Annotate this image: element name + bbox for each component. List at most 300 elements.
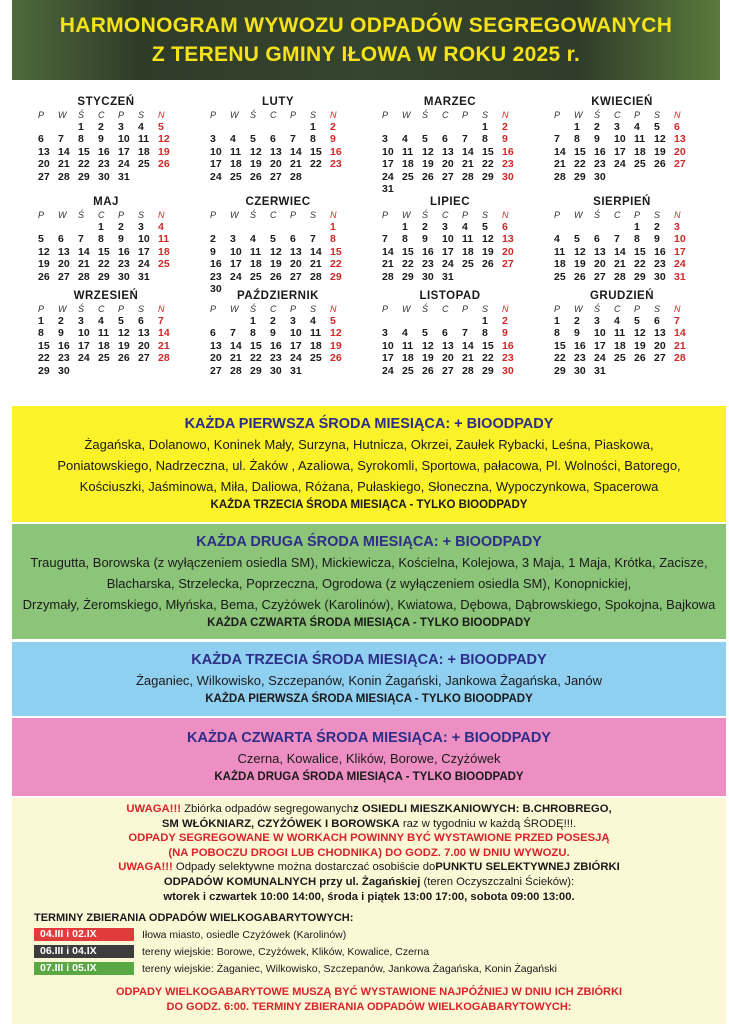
day-cell: 27 <box>442 170 454 183</box>
month-grid <box>554 109 706 183</box>
day-cell: 2 <box>330 121 336 133</box>
day-cell: 15 <box>38 339 50 352</box>
month-12 <box>546 290 706 377</box>
day-cell: 29 <box>574 170 586 183</box>
day-cell: 2 <box>58 315 64 327</box>
day-cell: 25 <box>250 270 262 283</box>
day-cell: 1 <box>402 221 408 233</box>
month-grid <box>210 109 362 183</box>
day-cell: 11 <box>402 145 414 158</box>
day-cell: 18 <box>554 258 566 271</box>
day-header: W <box>574 110 583 120</box>
day-cell: 7 <box>290 133 296 146</box>
final-notice-line-2: DO GODZ. 6:00. TERMINY ZBIERANIA ODPADÓW WIELKOGABARYTOWYCH: <box>166 1000 572 1013</box>
day-header: S <box>482 304 489 314</box>
day-cell: 26 <box>38 270 50 283</box>
day-cell: 7 <box>554 133 560 146</box>
month-name: LISTOPAD <box>419 290 481 302</box>
day-header: N <box>674 210 681 220</box>
day-cell: 18 <box>250 258 262 271</box>
day-cell: 13 <box>290 245 302 258</box>
title-line-1: HARMONOGRAM WYWOZU ODPADÓW SEGREGOWANYCH <box>59 14 673 37</box>
day-cell: 21 <box>58 158 70 171</box>
empty-cell <box>382 221 402 233</box>
day-cell: 21 <box>230 352 242 365</box>
day-header: N <box>330 304 337 314</box>
day-cell: 4 <box>158 221 164 233</box>
day-header: W <box>402 110 411 120</box>
day-cell: 28 <box>462 170 474 183</box>
day-cell: 13 <box>502 233 514 246</box>
day-cell: 10 <box>78 327 90 340</box>
day-cell: 14 <box>382 245 394 258</box>
day-cell: 14 <box>554 145 566 158</box>
day-cell: 24 <box>290 352 302 365</box>
day-cell: 1 <box>330 221 336 233</box>
day-cell: 21 <box>462 352 474 365</box>
day-cell: 18 <box>98 339 110 352</box>
day-cell: 1 <box>78 121 84 133</box>
street-list-line: Traugutta, Borowska (z wyłączeniem osiedla SM), Mickiewicza, Kościelna, Kolejowa, 3 Maja, 1 Maja, Krótka, Zacisze, <box>30 555 708 570</box>
uwaga-pszok <box>12 860 726 904</box>
day-cell: 12 <box>482 233 494 246</box>
schedule-band-fourth-wednesday <box>12 718 726 796</box>
day-cell: 15 <box>98 245 110 258</box>
empty-cell <box>462 121 482 133</box>
band-footer: KAŻDA TRZECIA ŚRODA MIESIĄCA - TYLKO BIOODPADY <box>210 499 528 511</box>
empty-cell <box>270 221 290 233</box>
red-notice <box>12 831 726 860</box>
month-grid <box>382 109 534 195</box>
opening-hours: wtorek i czwartek 10:00 14:00, środa i piątek 13:00 17:00, sobota 09:00 13:00. <box>163 890 575 903</box>
band-heading: KAŻDA TRZECIA ŚRODA MIESIĄCA: + BIOODPADY <box>191 652 547 668</box>
day-cell: 14 <box>614 245 626 258</box>
day-header: W <box>230 210 239 220</box>
month-grid <box>210 209 362 295</box>
day-cell: 7 <box>382 233 388 246</box>
day-cell: 3 <box>118 121 124 133</box>
day-cell: 25 <box>554 270 566 283</box>
day-cell: 6 <box>442 327 448 340</box>
day-header: S <box>654 304 661 314</box>
day-cell: 22 <box>482 158 494 171</box>
day-cell: 18 <box>230 158 242 171</box>
band-footer: KAŻDA CZWARTA ŚRODA MIESIĄCA - TYLKO BIOODPADY <box>207 617 531 629</box>
day-header: P <box>634 210 641 220</box>
empty-cell <box>554 121 574 133</box>
day-header: C <box>614 110 621 120</box>
day-cell: 10 <box>442 233 454 246</box>
day-cell: 22 <box>98 258 110 271</box>
day-cell: 5 <box>574 233 580 246</box>
month-name: WRZESIEŃ <box>73 290 139 302</box>
day-cell: 3 <box>382 133 388 146</box>
day-cell: 3 <box>78 315 84 327</box>
day-cell: 26 <box>654 158 666 171</box>
day-cell: 11 <box>158 233 170 246</box>
day-cell: 7 <box>614 233 620 246</box>
day-header: N <box>674 110 681 120</box>
day-cell: 16 <box>118 245 130 258</box>
day-cell: 29 <box>250 364 262 377</box>
schedule-band-first-wednesday <box>12 406 726 522</box>
day-cell: 24 <box>382 170 394 183</box>
day-cell: 15 <box>310 145 322 158</box>
day-cell: 22 <box>554 352 566 365</box>
day-cell: 14 <box>158 327 170 340</box>
uwaga2-bold: PUNKTU SELEKTYWNEJ ZBIÓRKI <box>435 861 620 874</box>
day-cell: 8 <box>250 327 256 340</box>
final-notice-line-1: ODPADY WIELKOGABARYTOWE MUSZĄ BYĆ WYSTAWIONE NAJPÓŹNIEJ W DNIU ICH ZBIÓRKI <box>115 986 622 999</box>
day-cell: 16 <box>594 145 606 158</box>
day-cell: 18 <box>614 339 626 352</box>
uwaga2-text: Odpady selektywne można dostarczać osobiście do <box>172 861 436 874</box>
day-cell: 5 <box>330 315 336 327</box>
calendar-2025 <box>30 96 706 396</box>
day-cell: 3 <box>594 315 600 327</box>
header-banner <box>12 0 720 80</box>
day-cell: 15 <box>482 339 494 352</box>
empty-cell <box>422 121 442 133</box>
day-cell: 19 <box>270 258 282 271</box>
day-cell: 28 <box>382 270 394 283</box>
day-cell: 17 <box>674 245 686 258</box>
day-cell: 22 <box>310 158 322 171</box>
day-cell: 14 <box>78 245 90 258</box>
day-cell: 11 <box>554 245 566 258</box>
day-cell: 2 <box>502 121 508 133</box>
term-dates: 07.III i 05.IX <box>34 962 134 975</box>
term-area: tereny wiejskie: Borowe, Czyżówek, Klików, Kowalice, Czerna <box>142 945 430 958</box>
day-cell: 13 <box>270 145 282 158</box>
day-cell: 20 <box>442 158 454 171</box>
day-cell: 4 <box>614 315 620 327</box>
day-cell: 6 <box>270 133 276 146</box>
day-cell: 27 <box>270 170 282 183</box>
empty-cell <box>78 221 98 233</box>
day-cell: 3 <box>614 121 620 133</box>
day-cell: 14 <box>674 327 686 340</box>
term-row <box>34 943 726 960</box>
day-cell: 24 <box>382 364 394 377</box>
day-cell: 24 <box>78 352 90 365</box>
day-cell: 20 <box>290 258 302 271</box>
day-cell: 5 <box>634 315 640 327</box>
day-cell: 29 <box>634 270 646 283</box>
month-5 <box>30 196 190 283</box>
day-header: S <box>482 110 489 120</box>
street-list-line: Poniatowskiego, Nadrzeczna, ul. Żaków , Azaliowa, Syrokomli, Sportowa, pałacowa, Pl. Wolności, Batorego, <box>57 458 681 473</box>
day-header: P <box>462 210 469 220</box>
day-cell: 13 <box>38 145 50 158</box>
day-cell: 20 <box>138 339 150 352</box>
day-cell: 5 <box>422 327 428 340</box>
day-cell: 3 <box>674 221 680 233</box>
day-cell: 25 <box>98 352 110 365</box>
term-area: Iłowa miasto, osiedle Czyżówek (Karolinów) <box>142 928 347 941</box>
empty-cell <box>554 221 574 233</box>
day-cell: 4 <box>554 233 560 246</box>
day-cell: 27 <box>502 258 514 271</box>
day-cell: 7 <box>58 133 64 146</box>
day-cell: 14 <box>290 145 302 158</box>
day-cell: 11 <box>250 245 262 258</box>
day-cell: 1 <box>554 315 560 327</box>
day-cell: 25 <box>138 158 150 171</box>
day-header: P <box>118 110 125 120</box>
day-cell: 18 <box>310 339 322 352</box>
term-area: tereny wiejskie: Żaganiec, Wilkowisko, Szczepanów, Jankowa Żagańska, Konin Żagański <box>142 962 557 975</box>
day-header: N <box>158 304 165 314</box>
day-cell: 4 <box>138 121 144 133</box>
day-cell: 21 <box>290 158 302 171</box>
day-header: N <box>502 304 509 314</box>
day-cell: 23 <box>422 258 434 271</box>
day-cell: 6 <box>654 315 660 327</box>
month-name: KWIECIEŃ <box>591 96 653 108</box>
day-cell: 9 <box>330 133 336 146</box>
day-header: S <box>310 110 317 120</box>
day-cell: 28 <box>78 270 90 283</box>
day-cell: 18 <box>402 352 414 365</box>
day-cell: 5 <box>118 315 124 327</box>
day-cell: 18 <box>138 145 150 158</box>
month-grid <box>38 109 190 183</box>
day-header: P <box>554 110 561 120</box>
day-cell: 9 <box>654 233 660 246</box>
day-cell: 6 <box>38 133 44 146</box>
day-cell: 21 <box>462 158 474 171</box>
day-cell: 21 <box>158 339 170 352</box>
day-cell: 19 <box>250 158 262 171</box>
day-cell: 31 <box>382 182 394 195</box>
day-cell: 3 <box>442 221 448 233</box>
day-cell: 28 <box>310 270 322 283</box>
day-header: Ś <box>78 210 85 220</box>
day-cell: 5 <box>270 233 276 246</box>
day-cell: 22 <box>330 258 342 271</box>
day-cell: 23 <box>654 258 666 271</box>
day-cell: 23 <box>58 352 70 365</box>
day-cell: 10 <box>290 327 302 340</box>
day-cell: 24 <box>674 258 686 271</box>
day-header: S <box>310 210 317 220</box>
band-footer: KAŻDA PIERWSZA ŚRODA MIESIĄCA - TYLKO BIOODPADY <box>205 693 533 705</box>
day-cell: 17 <box>382 352 394 365</box>
day-cell: 30 <box>422 270 434 283</box>
day-header: Ś <box>250 210 257 220</box>
empty-cell <box>290 221 310 233</box>
day-cell: 4 <box>634 121 640 133</box>
day-cell: 17 <box>118 145 130 158</box>
uwaga-bold: z OSIEDLI MIESZKANIOWYCH: B.CHROBREGO, <box>353 803 612 815</box>
day-cell: 6 <box>138 315 144 327</box>
month-name: PAŹDZIERNIK <box>237 290 319 302</box>
day-cell: 29 <box>330 270 342 283</box>
day-header: S <box>654 110 661 120</box>
day-header: W <box>574 210 583 220</box>
day-header: C <box>98 210 105 220</box>
day-cell: 9 <box>98 133 104 146</box>
day-cell: 10 <box>594 327 606 340</box>
day-cell: 27 <box>594 270 606 283</box>
day-cell: 6 <box>442 133 448 146</box>
day-cell: 16 <box>330 145 342 158</box>
day-cell: 19 <box>38 258 50 271</box>
day-header: P <box>382 304 389 314</box>
month-name: GRUDZIEŃ <box>589 290 655 302</box>
day-cell: 6 <box>58 233 64 246</box>
day-cell: 26 <box>574 270 586 283</box>
day-cell: 13 <box>442 339 454 352</box>
day-header: N <box>674 304 681 314</box>
day-cell: 3 <box>138 221 144 233</box>
day-cell: 21 <box>554 158 566 171</box>
month-3 <box>374 96 534 195</box>
day-cell: 30 <box>574 364 586 377</box>
day-header: W <box>402 304 411 314</box>
day-cell: 13 <box>674 133 686 146</box>
day-cell: 2 <box>422 221 428 233</box>
day-cell: 19 <box>482 245 494 258</box>
day-cell: 23 <box>574 352 586 365</box>
day-cell: 26 <box>330 352 342 365</box>
day-cell: 21 <box>310 258 322 271</box>
day-cell: 10 <box>614 133 626 146</box>
day-cell: 12 <box>118 327 130 340</box>
day-cell: 22 <box>402 258 414 271</box>
day-cell: 16 <box>574 339 586 352</box>
day-cell: 23 <box>210 270 222 283</box>
day-cell: 31 <box>442 270 454 283</box>
day-header: C <box>442 304 449 314</box>
day-cell: 11 <box>230 145 242 158</box>
day-cell: 7 <box>158 315 164 327</box>
day-cell: 27 <box>138 352 150 365</box>
day-cell: 9 <box>58 327 64 340</box>
day-cell: 1 <box>634 221 640 233</box>
day-cell: 19 <box>574 258 586 271</box>
day-cell: 22 <box>250 352 262 365</box>
day-cell: 9 <box>594 133 600 146</box>
day-cell: 11 <box>310 327 322 340</box>
final-notice <box>12 985 726 1014</box>
day-cell: 15 <box>250 339 262 352</box>
day-header: P <box>210 210 217 220</box>
day-cell: 30 <box>654 270 666 283</box>
day-cell: 26 <box>634 352 646 365</box>
street-list-line: Drzymały, Żeromskiego, Młyńska, Bema, Czyżówek (Karolinów), Kwiatowa, Dębowa, Dąbrowskiego, Spokojna, Bajkowa <box>22 597 716 612</box>
day-cell: 26 <box>422 170 434 183</box>
day-cell: 11 <box>614 327 626 340</box>
day-header: P <box>290 110 297 120</box>
day-cell: 25 <box>402 364 414 377</box>
day-header: W <box>58 210 67 220</box>
day-header: P <box>634 304 641 314</box>
empty-cell <box>290 121 310 133</box>
day-cell: 6 <box>210 327 216 340</box>
day-header: Ś <box>422 210 429 220</box>
day-cell: 7 <box>462 133 468 146</box>
day-cell: 8 <box>634 233 640 246</box>
month-8 <box>546 196 706 283</box>
day-header: P <box>210 304 217 314</box>
day-cell: 4 <box>402 133 408 146</box>
day-cell: 6 <box>290 233 296 246</box>
day-cell: 20 <box>58 258 70 271</box>
uwaga2-line2-bold: ODPADÓW KOMUNALNYCH przy ul. Żagańskiej <box>163 875 421 888</box>
day-cell: 5 <box>654 121 660 133</box>
day-cell: 11 <box>634 133 646 146</box>
day-cell: 3 <box>230 233 236 246</box>
day-cell: 25 <box>462 258 474 271</box>
empty-cell <box>38 121 58 133</box>
day-header: C <box>614 304 621 314</box>
day-cell: 2 <box>654 221 660 233</box>
day-cell: 11 <box>98 327 110 340</box>
day-cell: 2 <box>98 121 104 133</box>
day-cell: 3 <box>290 315 296 327</box>
month-name: LUTY <box>261 96 295 108</box>
day-header: P <box>290 304 297 314</box>
day-cell: 1 <box>38 315 44 327</box>
day-cell: 19 <box>654 145 666 158</box>
day-cell: 10 <box>382 339 394 352</box>
day-cell: 18 <box>402 158 414 171</box>
day-header: N <box>330 110 337 120</box>
street-list-line: Czerna, Kowalice, Klików, Borowe, Czyżówek <box>237 751 501 766</box>
day-cell: 13 <box>58 245 70 258</box>
day-cell: 4 <box>98 315 104 327</box>
day-cell: 9 <box>210 245 216 258</box>
day-header: N <box>158 210 165 220</box>
day-header: C <box>442 110 449 120</box>
day-cell: 21 <box>674 339 686 352</box>
day-cell: 7 <box>462 327 468 340</box>
day-cell: 25 <box>402 170 414 183</box>
day-cell: 24 <box>614 158 626 171</box>
day-cell: 13 <box>210 339 222 352</box>
day-cell: 22 <box>574 158 586 171</box>
empty-cell <box>614 221 634 233</box>
day-header: P <box>38 210 45 220</box>
day-cell: 5 <box>482 221 488 233</box>
day-cell: 22 <box>38 352 50 365</box>
day-cell: 3 <box>210 133 216 146</box>
day-header: P <box>290 210 297 220</box>
empty-cell <box>230 315 250 327</box>
month-7 <box>374 196 534 283</box>
day-cell: 25 <box>634 158 646 171</box>
day-cell: 17 <box>230 258 242 271</box>
day-header: Ś <box>250 110 257 120</box>
day-cell: 19 <box>118 339 130 352</box>
day-cell: 29 <box>402 270 414 283</box>
day-cell: 13 <box>594 245 606 258</box>
day-cell: 21 <box>382 258 394 271</box>
red-notice-line-2: (NA POBOCZU DROGI LUB CHODNIKA) DO GODZ. 7.00 W DNIU WYWOZU. <box>168 846 570 859</box>
day-header: P <box>38 304 45 314</box>
day-cell: 2 <box>594 121 600 133</box>
day-cell: 28 <box>158 352 170 365</box>
month-grid <box>382 209 534 283</box>
day-cell: 20 <box>502 245 514 258</box>
day-header: W <box>230 110 239 120</box>
day-cell: 25 <box>614 352 626 365</box>
day-cell: 19 <box>330 339 342 352</box>
day-cell: 20 <box>442 352 454 365</box>
day-cell: 21 <box>614 258 626 271</box>
